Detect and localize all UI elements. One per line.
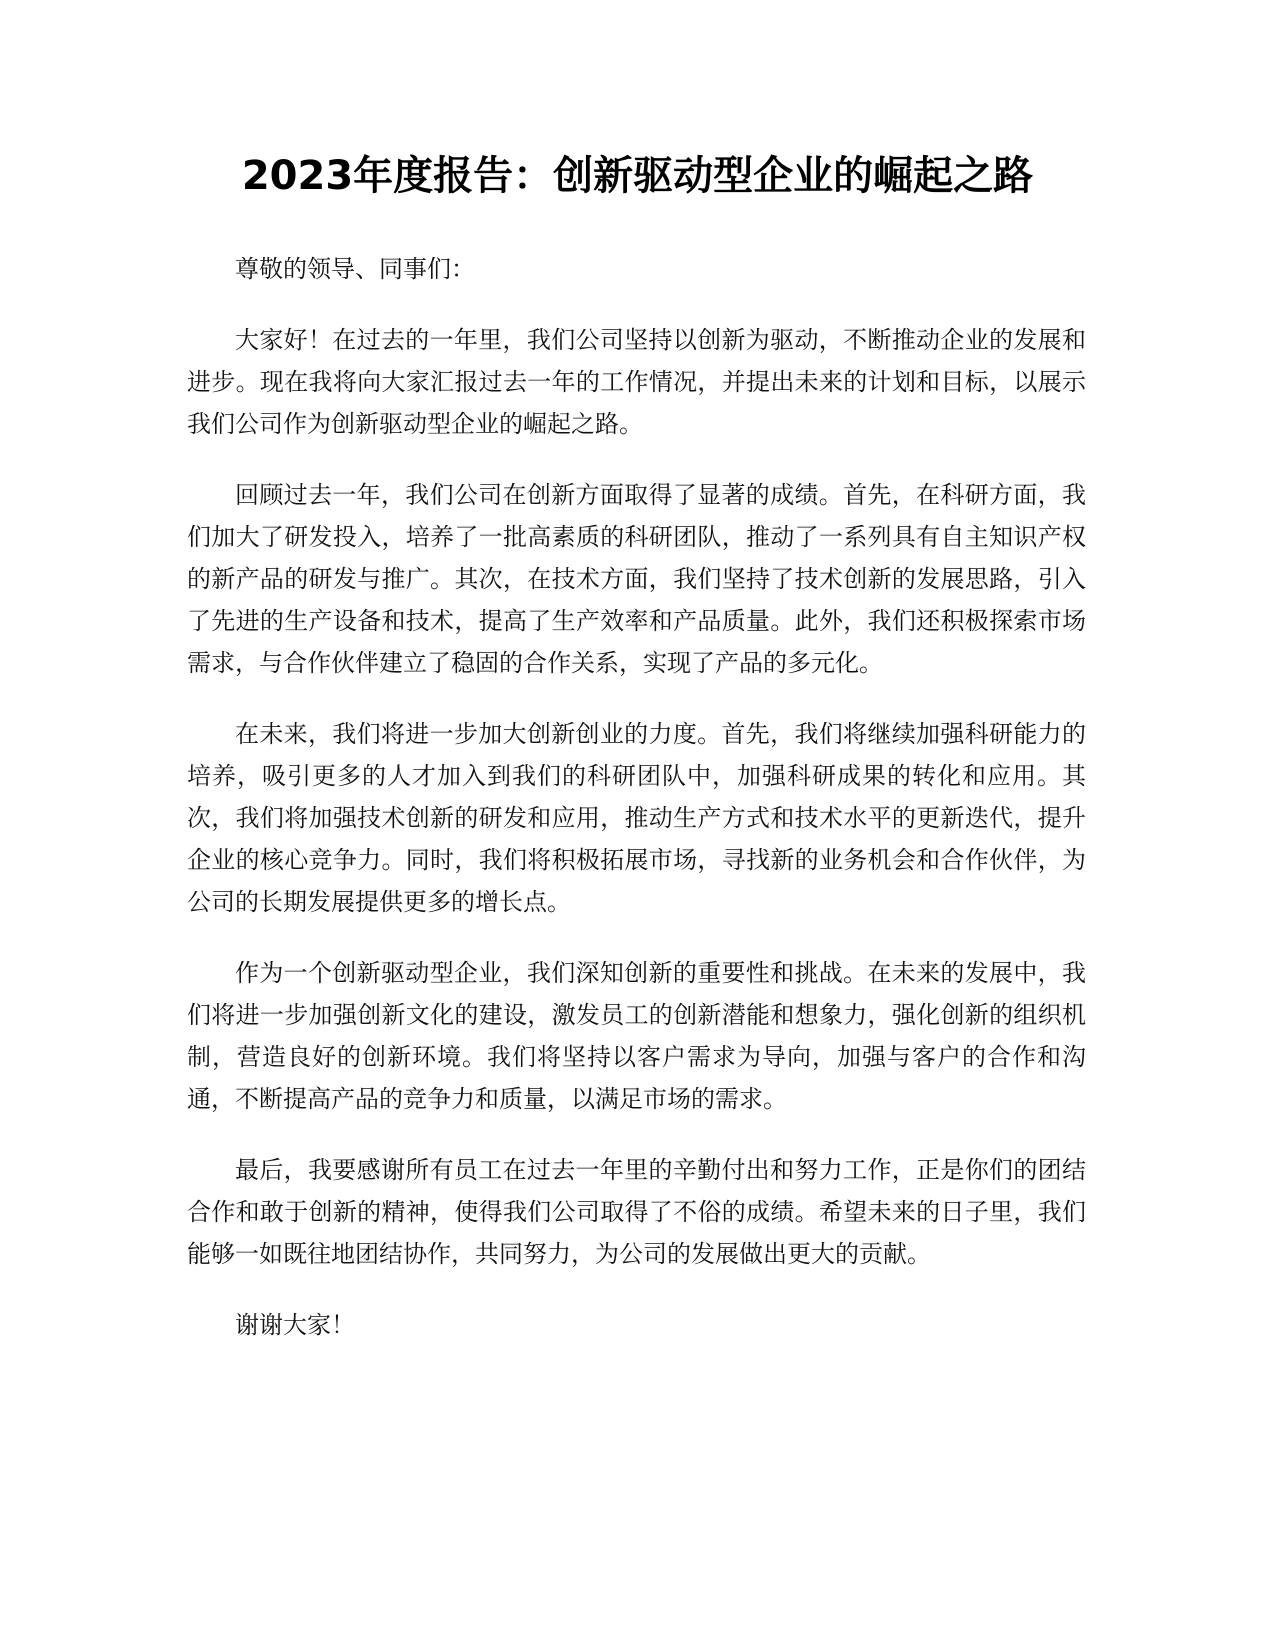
document-title: 2023年度报告：创新驱动型企业的崛起之路 — [241, 153, 1034, 199]
document-body — [187, 248, 1086, 1375]
paragraph-intro: 大家好！在过去的一年里，我们公司坚持以创新为驱动，不断推动企业的发展和进步。现在我将向大家汇报过去一年的工作情况，并提出未来的计划和目标，以展示我们公司作为创新驱动型企业的崛起之路。 — [187, 326, 1086, 438]
paragraph-innovation: 作为一个创新驱动型企业，我们深知创新的重要性和挑战。在未来的发展中，我们将进一步加强创新文化的建设，激发员工的创新潜能和想象力，强化创新的组织机制，营造良好的创新环境。我们将坚持以客户需求为导向，加强与客户的合作和沟通，不断提高产品的竞争力和质量，以满足市场的需求。 — [187, 959, 1086, 1113]
paragraph-review: 回顾过去一年，我们公司在创新方面取得了显著的成绩。首先，在科研方面，我们加大了研发投入，培养了一批高素质的科研团队，推动了一系列具有自主知识产权的新产品的研发与推广。其次，在技术方面，我们坚持了技术创新的发展思路，引入了先进的生产设备和技术，提高了生产效率和产品质量。此外，我们还积极探索市场需求，与合作伙伴建立了稳固的合作关系，实现了产品的多元化。 — [187, 481, 1086, 677]
closing: 谢谢大家！ — [235, 1311, 355, 1339]
paragraph-future: 在未来，我们将进一步加大创新创业的力度。首先，我们将继续加强科研能力的培养，吸引更多的人才加入到我们的科研团队中，加强科研成果的转化和应用。其次，我们将加强技术创新的研发和应用，推动生产方式和技术水平的更新迭代，提升企业的核心竞争力。同时，我们将积极拓展市场，寻找新的业务机会和合作伙伴，为公司的长期发展提供更多的增长点。 — [187, 720, 1086, 916]
greeting: 尊敬的领导、同事们： — [235, 255, 475, 283]
paragraph-thanks: 最后，我要感谢所有员工在过去一年里的辛勤付出和努力工作，正是你们的团结合作和敢于创新的精神，使得我们公司取得了不俗的成绩。希望未来的日子里，我们能够一如既往地团结协作，共同努力，为公司的发展做出更大的贡献。 — [187, 1156, 1086, 1268]
